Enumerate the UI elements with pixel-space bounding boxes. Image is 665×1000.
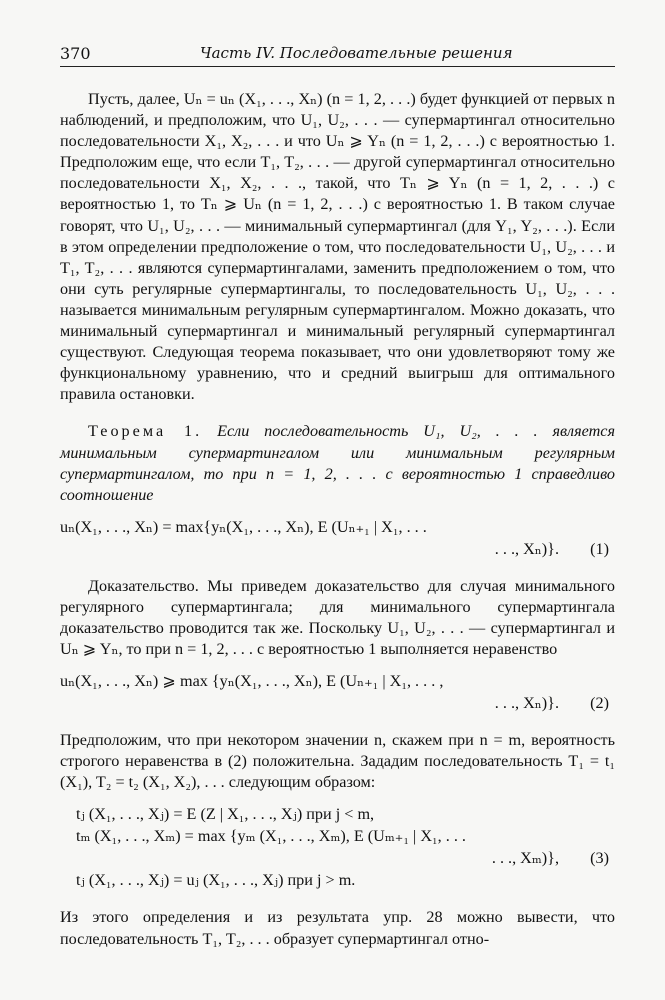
equation-2-line2: . . ., Xₙ)}.	[494, 694, 559, 713]
equation-2-number: (2)	[590, 694, 609, 713]
equation-3-line3: . . ., Xₘ)},	[491, 849, 559, 868]
equation-3-number: (3)	[590, 849, 609, 868]
equation-3-line1: tⱼ (X₁, . . ., Xⱼ) = E (Z | X₁, . . ., Xⱼ) при j < m,	[76, 805, 375, 824]
proof-paragraph: Доказательство. Мы приведем доказательство для случая минимального регулярного супермартингала; для минимального супермартингала доказательство проводится так же. Поскольку U₁, U₂, . . . — супермартингал и Uₙ ⩾ Yₙ, то при n = 1, 2, . . . с вероятностью 1 выполняется неравенство	[60, 576, 615, 659]
equation-3	[60, 803, 615, 891]
equation-2	[60, 670, 615, 714]
equation-1	[60, 516, 615, 560]
theorem-label: Теорема 1.	[88, 422, 203, 441]
equation-3-line4: tⱼ (X₁, . . ., Xⱼ) = uⱼ (X₁, . . ., Xⱼ) при j > m.	[76, 871, 356, 890]
equation-1-number: (1)	[590, 539, 609, 558]
page-number: 370	[60, 44, 91, 63]
paragraph-sequence-definition: Предположим, что при некотором значении n, скажем при n = m, вероятность строгого неравенства в (2) положительна. Зададим последовательность T₁ = t₁ (X₁), T₂ = t₂ (X₁, X₂), . . . следующим образом:	[60, 731, 615, 792]
equation-2-line1: uₙ(X₁, . . ., Xₙ) ⩾ max {yₙ(X₁, . . ., Xₙ), E (Uₙ₊₁ | X₁, . . . ,	[60, 672, 444, 691]
running-head: Часть IV. Последовательные решения	[200, 44, 513, 62]
equation-3-line2: tₘ (X₁, . . ., Xₘ) = max {yₘ (X₁, . . ., Xₘ), E (Uₘ₊₁ | X₁, . . .	[76, 827, 466, 846]
theorem-statement: Если последовательность U₁, U₂, . . . является минимальным супермартингалом или минимальным регулярным супермартингалом, то при n = 1, 2, . . . с вероятностью 1 справедливо соотношение	[60, 422, 615, 504]
equation-1-line1: uₙ(X₁, . . ., Xₙ) = max{yₙ(X₁, . . ., Xₙ), E (Uₙ₊₁ | X₁, . . .	[60, 517, 427, 536]
paragraph-definition: Пусть, далее, Uₙ = uₙ (X₁, . . ., Xₙ) (n = 1, 2, . . .) будет функцией от первых n наблюдений, и предположим, что U₁, U₂, . . . — супермартингал относительно последовательности X₁, X₂, . . . и что Uₙ ⩾ Yₙ (n = 1, 2, . . .) с вероятностью 1. Предположим еще, что если T₁, T₂, . . . — другой супермартингал относительно последовательности X₁, X₂, . . ., такой, что Tₙ ⩾ Yₙ (n = 1, 2, . . .) с вероятностью 1, то Tₙ ⩾ Uₙ (n = 1, 2, . . .) с вероятностью 1. В таком случае говорят, что U₁, U₂, . . . — минимальный супермартингал (для Y₁, Y₂, . . .). Если в этом определении предположение о том, что последовательности U₁, U₂, . . . и T₁, T₂, . . . являются супермартингалами, заменить предположением о том, что они суть регулярные супермартингалы, то последовательность U₁, U₂, . . . называется минимальным регулярным супермартингалом. Можно доказать, что минимальный супермартингал и минимальный регулярный супермартингал существуют. Следующая теорема показывает, что они удовлетворяют тому же функциональному уравнению, что и средний выигрыш для оптимального правила остановки.	[60, 90, 615, 404]
page-header	[60, 44, 615, 67]
theorem-block	[60, 421, 615, 505]
equation-1-line2: . . ., Xₙ)}.	[494, 539, 559, 558]
paragraph-conclusion: Из этого определения и из результата упр. 28 можно вывести, что последовательность T₁, T₂, . . . образует супермартингал отно-	[60, 908, 615, 948]
book-page	[60, 44, 615, 950]
